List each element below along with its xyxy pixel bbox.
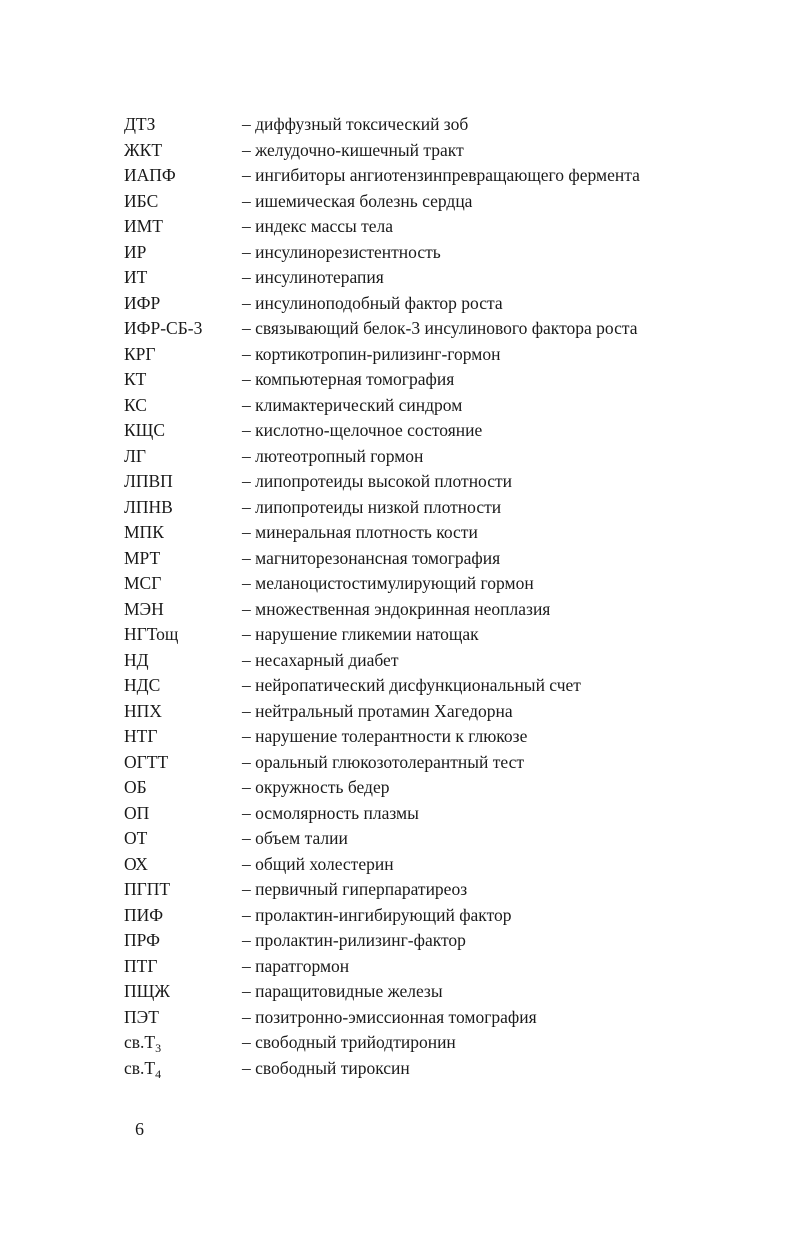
abbreviation-definition: – ишемическая болезнь сердца (242, 190, 473, 211)
abbreviation-definition: – кислотно-щелочное состояние (242, 420, 483, 440)
abbreviation-term (124, 265, 242, 291)
abbreviation-term-text: ЛПВП (124, 471, 173, 491)
abbreviation-term (124, 801, 242, 827)
abbreviation-row (124, 444, 764, 470)
abbreviation-definition: – оральный глюкозотолерантный тест (242, 751, 525, 772)
abbreviation-term-text: МПК (124, 522, 164, 542)
abbreviation-term (124, 444, 242, 470)
abbreviation-term-text: св.Т (124, 1057, 156, 1078)
abbreviation-row (124, 240, 764, 266)
abbreviation-definition: – инсулинотерапия (242, 267, 384, 287)
abbreviation-term (124, 1005, 242, 1031)
abbreviation-term-text: св.Т (124, 1032, 156, 1052)
abbreviation-definition: – нейропатический дисфункциональный счет (242, 675, 581, 695)
abbreviation-term-text: КЩС (124, 420, 165, 440)
abbreviation-term (124, 928, 242, 954)
abbreviation-definition: – индекс массы тела (242, 216, 394, 236)
abbreviation-term-text: ПИФ (124, 904, 164, 925)
abbreviation-term-text: КТ (124, 369, 147, 389)
abbreviation-term (124, 1030, 242, 1056)
abbreviation-term-text: МРТ (124, 547, 161, 568)
abbreviation-term (124, 214, 242, 240)
abbreviation-term-text: ПГПТ (124, 879, 171, 899)
abbreviation-term (124, 597, 242, 623)
abbreviation-row (124, 801, 764, 827)
abbreviation-row (124, 954, 764, 980)
abbreviation-row (124, 495, 764, 521)
abbreviation-row (124, 903, 764, 929)
abbreviation-row (124, 418, 764, 444)
abbreviation-term-text: ПРФ (124, 930, 160, 950)
abbreviation-term-text: ИФР-СБ-3 (124, 318, 203, 338)
abbreviation-row (124, 112, 764, 138)
abbreviation-definition: – инсулинорезистентность (242, 241, 441, 262)
abbreviation-definition: – инсулиноподобный фактор роста (242, 292, 503, 313)
abbreviation-term (124, 163, 242, 189)
abbreviation-term-text: ОБ (124, 777, 147, 797)
abbreviation-term (124, 852, 242, 878)
abbreviation-term-text: НТГ (124, 726, 158, 746)
abbreviation-definition: – липопротеиды высокой плотности (242, 471, 513, 491)
abbreviation-row (124, 393, 764, 419)
abbreviation-term (124, 393, 242, 419)
abbreviation-row (124, 852, 764, 878)
abbreviation-term-text: НПХ (124, 700, 162, 721)
abbreviation-term (124, 775, 242, 801)
abbreviation-definition: – минеральная плотность кости (242, 522, 478, 542)
abbreviation-row (124, 724, 764, 750)
abbreviation-row (124, 265, 764, 291)
abbreviation-term (124, 546, 242, 572)
abbreviation-definition: – желудочно-кишечный тракт (242, 139, 464, 160)
abbreviation-row (124, 189, 764, 215)
abbreviation-row (124, 673, 764, 699)
abbreviation-term (124, 316, 242, 342)
abbreviation-term-text: ИБС (124, 190, 159, 211)
abbreviation-row (124, 163, 764, 189)
abbreviation-term (124, 342, 242, 368)
abbreviation-term (124, 954, 242, 980)
abbreviation-term (124, 1056, 242, 1082)
abbreviation-definition: – нарушение гликемии натощак (242, 624, 479, 644)
abbreviation-definition: – меланоцистостимулирующий гормон (242, 573, 534, 593)
abbreviation-row (124, 342, 764, 368)
abbreviation-term (124, 622, 242, 648)
abbreviation-term (124, 699, 242, 725)
abbreviation-definition: – свободный тироксин (242, 1057, 410, 1078)
abbreviation-row (124, 520, 764, 546)
abbreviation-term-text: ИР (124, 241, 147, 262)
abbreviation-term (124, 673, 242, 699)
abbreviation-row (124, 928, 764, 954)
abbreviation-term-text: ОП (124, 802, 150, 823)
abbreviation-term-text: ИАПФ (124, 165, 176, 185)
abbreviation-term (124, 418, 242, 444)
abbreviation-term-text: ОГТТ (124, 751, 169, 772)
abbreviation-term-text: ОХ (124, 853, 148, 874)
abbreviation-row (124, 877, 764, 903)
page-number: 6 (135, 1119, 144, 1139)
abbreviation-term-text: ЖКТ (124, 139, 163, 160)
abbreviation-row (124, 214, 764, 240)
abbreviation-row (124, 316, 764, 342)
abbreviation-definition: – пролактин-рилизинг-фактор (242, 930, 466, 950)
abbreviation-term (124, 750, 242, 776)
abbreviation-term-text: ИМТ (124, 216, 163, 236)
abbreviation-term (124, 979, 242, 1005)
abbreviation-term-text: МСГ (124, 573, 162, 593)
abbreviation-term-text: КРГ (124, 343, 156, 364)
abbreviation-term (124, 877, 242, 903)
abbreviation-term (124, 724, 242, 750)
abbreviation-definition: – связывающий белок-3 инсулинового фактора роста (242, 318, 638, 338)
abbreviation-term-text: НД (124, 649, 149, 670)
abbreviation-list (124, 112, 764, 1081)
abbreviation-term (124, 495, 242, 521)
abbreviation-row (124, 826, 764, 852)
abbreviation-term-text: КС (124, 394, 147, 415)
abbreviation-definition: – климактерический синдром (242, 394, 463, 415)
abbreviation-row (124, 979, 764, 1005)
abbreviation-definition: – паратгормон (242, 955, 350, 976)
abbreviation-row (124, 1056, 764, 1082)
abbreviation-row (124, 775, 764, 801)
abbreviation-row (124, 622, 764, 648)
abbreviation-term (124, 240, 242, 266)
abbreviation-term (124, 469, 242, 495)
abbreviation-term-text: НДС (124, 675, 161, 695)
abbreviation-term-text: МЭН (124, 598, 164, 619)
abbreviation-definition: – паращитовидные железы (242, 981, 443, 1001)
abbreviation-term (124, 571, 242, 597)
abbreviation-row (124, 546, 764, 572)
abbreviation-definition: – магниторезонансная томография (242, 547, 501, 568)
abbreviation-definition: – позитронно-эмиссионная томография (242, 1006, 537, 1027)
abbreviation-term (124, 648, 242, 674)
abbreviation-definition: – осмолярность плазмы (242, 802, 419, 823)
abbreviation-term-text: ЛПНВ (124, 496, 173, 517)
abbreviation-term (124, 112, 242, 138)
abbreviation-subscript: 4 (155, 1066, 162, 1081)
abbreviation-term-text: ИФР (124, 292, 161, 313)
abbreviation-term-text: НГТощ (124, 624, 179, 644)
abbreviation-definition: – пролактин-ингибирующий фактор (242, 904, 512, 925)
abbreviation-term-text: ПЭТ (124, 1006, 159, 1027)
abbreviation-definition: – общий холестерин (242, 853, 394, 874)
abbreviation-definition: – нейтральный протамин Хагедорна (242, 700, 513, 721)
abbreviation-row (124, 1030, 764, 1056)
abbreviation-row (124, 571, 764, 597)
abbreviation-definition: – липопротеиды низкой плотности (242, 496, 502, 517)
abbreviation-term (124, 903, 242, 929)
abbreviation-definition: – объем талии (242, 828, 348, 848)
abbreviation-term (124, 367, 242, 393)
abbreviation-row (124, 291, 764, 317)
abbreviation-definition: – диффузный токсический зоб (242, 114, 469, 134)
abbreviation-term (124, 291, 242, 317)
abbreviation-term (124, 138, 242, 164)
abbreviation-row (124, 469, 764, 495)
abbreviation-row (124, 1005, 764, 1031)
abbreviation-term-text: ПТГ (124, 955, 158, 976)
abbreviation-term-text: ЛГ (124, 445, 146, 466)
abbreviation-row (124, 699, 764, 725)
abbreviation-definition: – несахарный диабет (242, 649, 399, 670)
abbreviation-definition: – свободный трийодтиронин (242, 1032, 456, 1052)
abbreviation-row (124, 750, 764, 776)
abbreviation-definition: – кортикотропин-рилизинг-гормон (242, 343, 501, 364)
abbreviation-row (124, 367, 764, 393)
abbreviation-term (124, 520, 242, 546)
abbreviation-term (124, 826, 242, 852)
abbreviation-definition: – ингибиторы ангиотензинпревращающего фермента (242, 165, 640, 185)
abbreviation-definition: – множественная эндокринная неоплазия (242, 598, 551, 619)
abbreviation-row (124, 138, 764, 164)
abbreviation-definition: – первичный гиперпаратиреоз (242, 879, 468, 899)
abbreviation-term (124, 189, 242, 215)
abbreviation-row (124, 648, 764, 674)
abbreviation-term-text: ИТ (124, 267, 148, 287)
abbreviation-row (124, 597, 764, 623)
abbreviation-definition: – компьютерная томография (242, 369, 455, 389)
abbreviation-subscript: 3 (155, 1041, 162, 1055)
abbreviation-definition: – окружность бедер (242, 777, 390, 797)
abbreviation-definition: – лютеотропный гормон (242, 445, 424, 466)
abbreviation-definition: – нарушение толерантности к глюкозе (242, 726, 528, 746)
abbreviation-term-text: ПЩЖ (124, 981, 170, 1001)
abbreviation-term-text: ОТ (124, 828, 148, 848)
abbreviation-term-text: ДТЗ (124, 114, 156, 134)
